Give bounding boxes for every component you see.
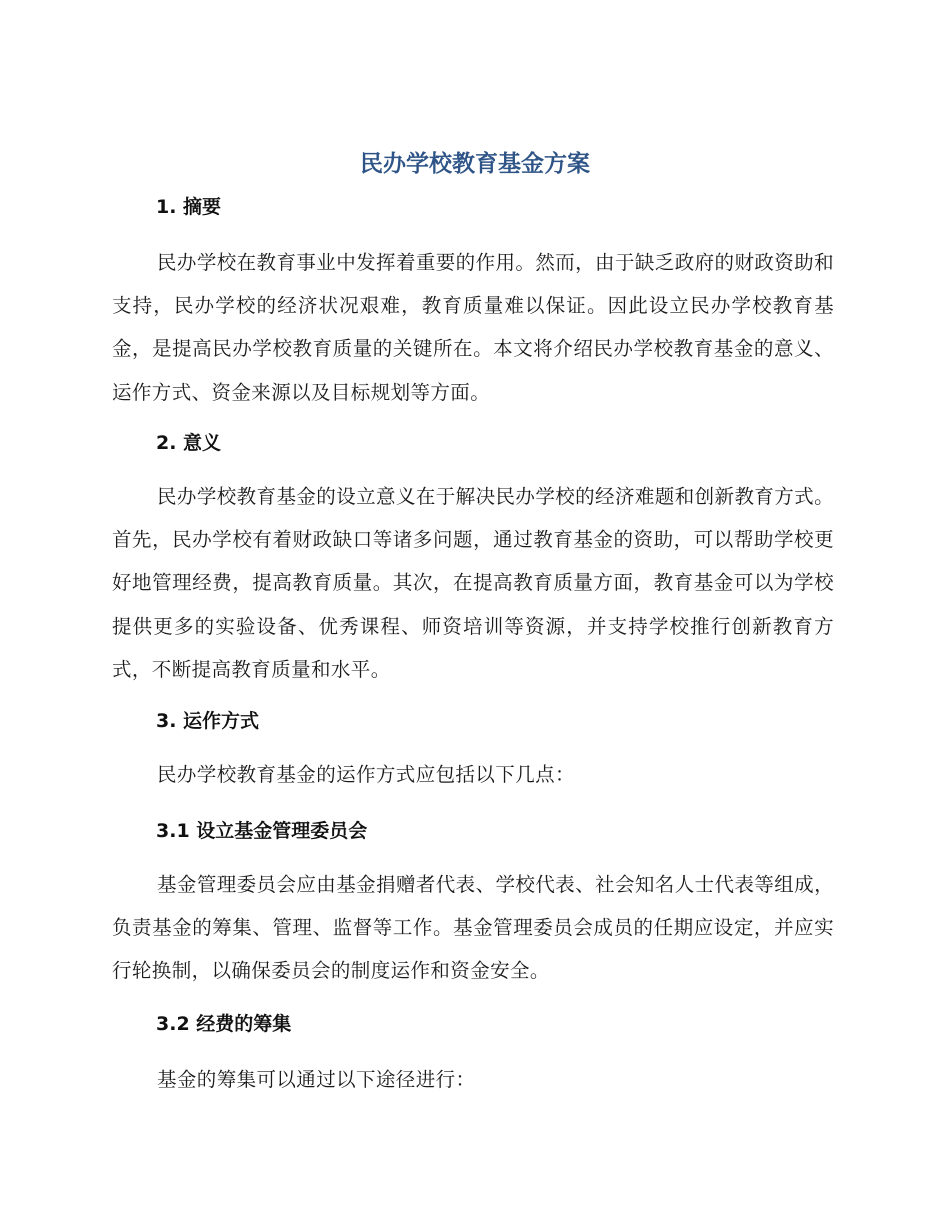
- section-heading-significance: 2. 意义: [156, 432, 222, 454]
- section-heading-fundraising: 3.2 经费的筹集: [156, 1013, 292, 1035]
- section-heading-committee: 3.1 设立基金管理委员会: [156, 820, 368, 842]
- section-paragraph-fundraising: 基金的筹集可以通过以下途径进行：: [157, 1068, 476, 1091]
- document-title: 民办学校教育基金方案: [360, 151, 590, 177]
- section-paragraph-summary: 民办学校在教育事业中发挥着重要的作用。然而，由于缺乏政府的财政资助和支持，民办学校的经济状况艰难，教育质量难以保证。因此设立民办学校教育基金，是提高民办学校教育质量的关键所在。本文将介绍民办学校教育基金的意义、运作方式、资金来源以及目标规划等方面。: [112, 251, 834, 404]
- section-paragraph-committee: 基金管理委员会应由基金捐赠者代表、学校代表、社会知名人士代表等组成，负责基金的筹集、管理、监督等工作。基金管理委员会成员的任期应设定，并应实行轮换制，以确保委员会的制度运作和资金安全。: [112, 873, 834, 983]
- section-paragraph-operation: 民办学校教育基金的运作方式应包括以下几点：: [157, 763, 575, 786]
- section-heading-operation: 3. 运作方式: [156, 710, 260, 732]
- section-heading-summary: 1. 摘要: [156, 196, 222, 218]
- section-paragraph-significance: 民办学校教育基金的设立意义在于解决民办学校的经济难题和创新教育方式。首先，民办学校有着财政缺口等诸多问题，通过教育基金的资助，可以帮助学校更好地管理经费，提高教育质量。其次，在提高教育质量方面，教育基金可以为学校提供更多的实验设备、优秀课程、师资培训等资源，并支持学校推行创新教育方式，不断提高教育质量和水平。: [112, 485, 834, 681]
